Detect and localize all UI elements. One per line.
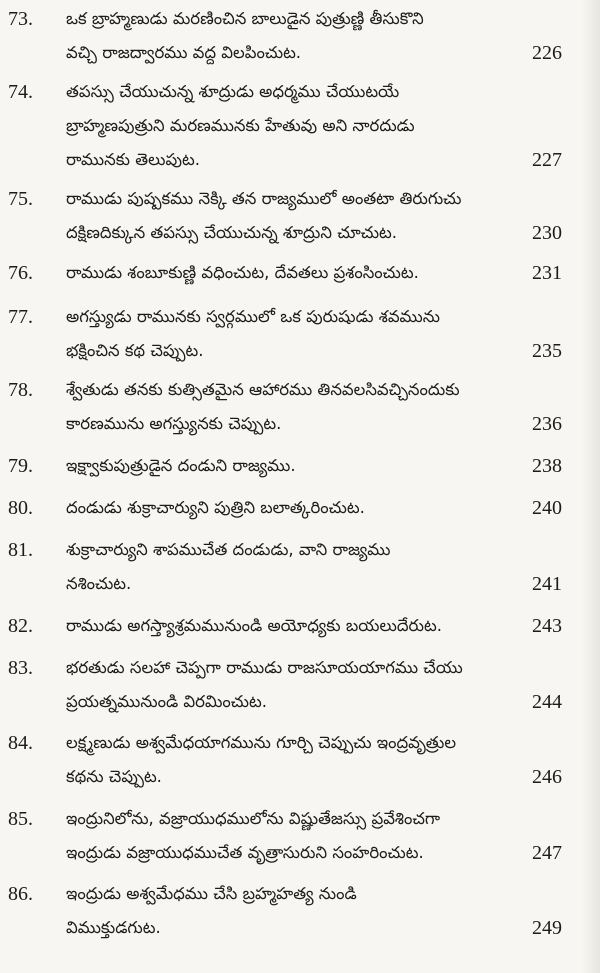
toc-entry [0,883,600,943]
page-number: 240 [532,497,562,519]
entry-line: తపస్సు చేయుచున్న శూద్రుడు అధర్మము చేయుటయే [66,82,400,101]
page-number: 244 [532,691,562,713]
entry-line: ఒక బ్రాహ్మణుడు మరణించిన బాలుడైన పుత్రుణ్ణి తీసుకొని [66,9,424,28]
entry-line: శ్వేతుడు తనకు కుత్సితమైన ఆహారము తినవలసివచ్చినందుకు [66,380,460,399]
entry-line: భక్షించిన కథ చెప్పుట. [66,341,204,360]
entry-number: 85. [8,808,33,830]
toc-entry [0,379,600,439]
page-number: 247 [532,842,562,864]
entry-line: ఇంద్రుడు వజ్రాయుధముచేత వృత్రాసురుని సంహరించుట. [66,843,424,862]
toc-entry [0,808,600,868]
page-number: 238 [532,455,562,477]
entry-line: కారణమును అగస్త్యునకు చెప్పుట. [66,414,282,433]
page-number: 230 [532,222,562,244]
entry-line: ఇక్ష్వాకుపుత్రుడైన దండుని రాజ్యము. [66,456,296,475]
entry-number: 79. [8,455,33,477]
toc-entry [0,455,600,483]
toc-entry [0,615,600,643]
entry-line: రాముడు అగస్త్యాశ్రమమునుండి అయోధ్యకు బయలుదేరుట. [66,616,442,635]
page-edge-shadow [582,0,600,973]
entry-line: శుక్రాచార్యుని శాపముచేత దండుడు, వాని రాజ్యము [66,540,391,559]
page-number: 243 [532,615,562,637]
entry-line: దక్షిణదిక్కున తపస్సు చేయుచున్న శూద్రుని చూచుట. [66,223,398,242]
entry-number: 83. [8,657,33,679]
entry-line: రాముడు పుష్పకము నెక్కి తన రాజ్యములో అంతటా తిరుగుచు [66,189,462,208]
entry-line: భరతుడు సలహా చెప్పగా రాముడు రాజసూయయాగము చేయు [66,658,463,677]
entry-line: బ్రాహ్మణపుత్రుని మరణమునకు హేతువు అని నారదుడు [66,116,415,135]
page-number: 226 [532,42,562,64]
entry-line: ప్రయత్నమునుండి విరమించుట. [66,692,267,711]
entry-line: విముక్తుడగుట. [66,918,161,937]
entry-line: ఇంద్రుడు అశ్వమేధము చేసి బ్రహ్మహత్య నుండి [66,884,357,903]
toc-entry [0,539,600,599]
entry-line: అగస్త్యుడు రామునకు స్వర్గములో ఒక పురుషుడు శవమును [66,307,441,326]
page-number: 227 [532,149,562,171]
entry-number: 76. [8,262,33,284]
entry-number: 77. [8,306,33,328]
entry-number: 81. [8,539,33,561]
entry-number: 75. [8,188,33,210]
entry-number: 84. [8,732,33,754]
toc-entry [0,732,600,792]
entry-line: ఇంద్రునిలోను, వజ్రాయుధములోను విష్ణుతేజస్సు ప్రవేశించగా [66,809,441,828]
page-number: 249 [532,917,562,939]
toc-entry [0,188,600,248]
page-number: 246 [532,766,562,788]
entry-line: రామునకు తెలుపుట. [66,150,200,169]
entry-number: 80. [8,497,33,519]
toc-entry [0,8,600,68]
entry-line: దండుడు శుక్రాచార్యుని పుత్రిని బలాత్కరించుట. [66,498,365,517]
entry-number: 78. [8,379,33,401]
page-number: 231 [532,262,562,284]
entry-number: 82. [8,615,33,637]
toc-entry [0,657,600,717]
page-number: 235 [532,340,562,362]
page-number: 236 [532,413,562,435]
entry-line: నశించుట. [66,574,132,593]
entry-line: రాముడు శంబూకుణ్ణి వధించుట, దేవతలు ప్రశంసించుట. [66,263,419,282]
entry-number: 74. [8,81,33,103]
toc-entry [0,262,600,290]
entry-number: 73. [8,8,33,30]
entry-line: వచ్చి రాజద్వారము వద్ద విలపించుట. [66,43,302,62]
entry-line: కథను చెప్పుట. [66,767,162,786]
toc-entry [0,497,600,525]
toc-entry [0,81,600,176]
entry-line: లక్ష్మణుడు అశ్వమేధయాగమును గూర్చి చెప్పుచు ఇంద్రవృత్రుల [66,733,457,752]
entry-number: 86. [8,883,33,905]
toc-entry [0,306,600,366]
page-number: 241 [532,573,562,595]
